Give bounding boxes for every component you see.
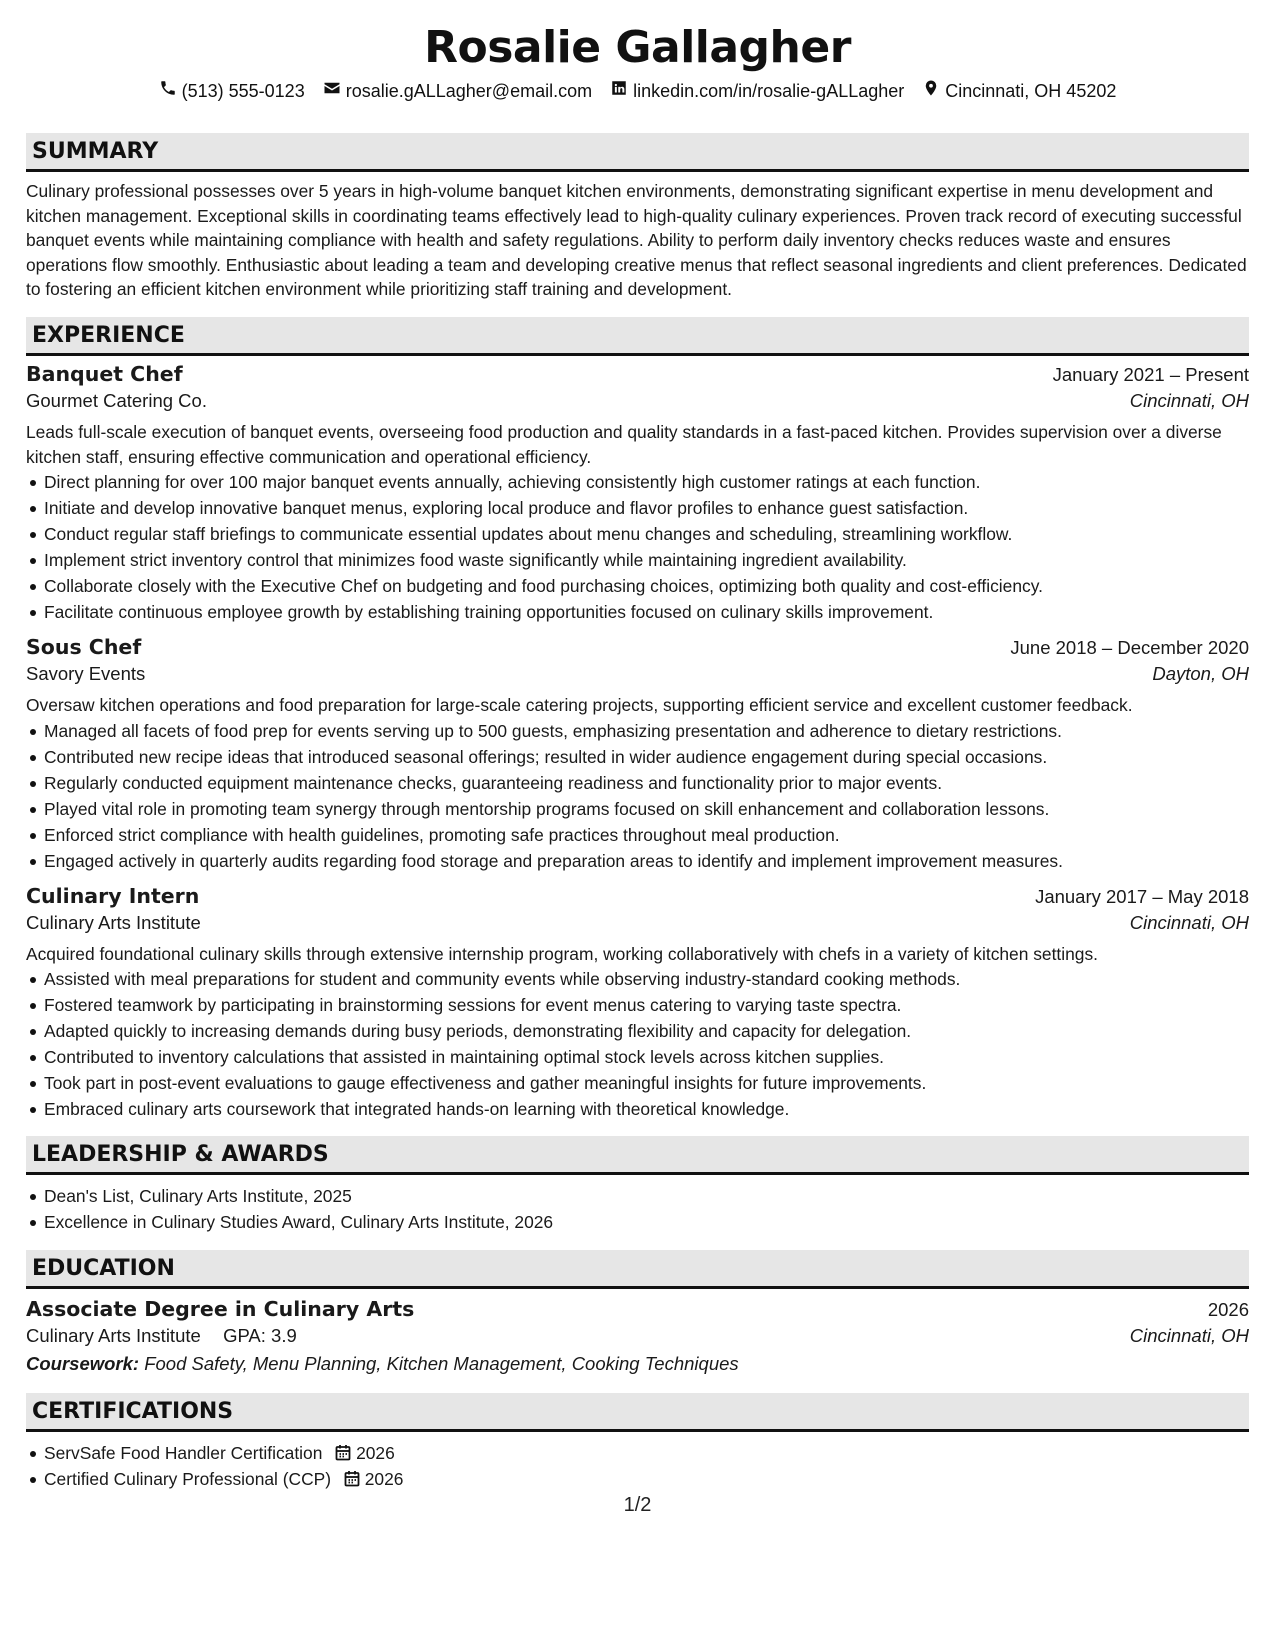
job-subheader [26, 663, 1249, 685]
job-company: Savory Events [26, 663, 146, 685]
job-title: Banquet Chef [26, 361, 183, 386]
certifications-section [26, 1393, 1249, 1492]
graduation-year: 2026 [1207, 1299, 1249, 1321]
education-subheader [26, 1325, 1249, 1347]
section-heading: EDUCATION [26, 1250, 1249, 1289]
job-location: Cincinnati, OH [1129, 911, 1249, 933]
map-pin-icon [922, 78, 940, 104]
job-company: Gourmet Catering Co. [26, 389, 207, 411]
awards-section [26, 1136, 1249, 1235]
job-bullets [26, 469, 1249, 625]
list-item: Took part in post-event evaluations to gauge effectiveness and gather meaningful insights for future improvements. [44, 1070, 1249, 1096]
candidate-name: Rosalie Gallagher [424, 22, 851, 73]
job-entry [26, 884, 1249, 1123]
coursework-line [26, 1353, 1249, 1375]
awards-list [26, 1183, 1249, 1235]
certification-year: 2026 [356, 1443, 395, 1464]
job-description: Acquired foundational culinary skills through extensive internship program, working collaboratively with chefs in a variety of kitchen settings. [26, 943, 1098, 964]
linkedin-icon [610, 78, 628, 104]
certification-name: ServSafe Food Handler Certification [44, 1443, 323, 1464]
school-line [26, 1325, 297, 1347]
school-name: Culinary Arts Institute [26, 1325, 201, 1347]
calendar-icon [335, 1443, 356, 1463]
list-item [44, 1466, 1249, 1492]
job-entry [26, 635, 1249, 874]
job-subheader [26, 912, 1249, 934]
list-item: Conduct regular staff briefings to communicate essential updates about menu changes and scheduling, streamlining workflow. [44, 521, 1249, 547]
section-heading: EXPERIENCE [26, 317, 1249, 356]
list-item: Initiate and develop innovative banquet menus, exploring local produce and flavor profiles to enhance guest satisfaction. [44, 495, 1249, 521]
list-item: Collaborate closely with the Executive Chef on budgeting and food purchasing choices, optimizing both quality and cost-efficiency. [44, 573, 1249, 599]
job-subheader [26, 390, 1249, 412]
calendar-icon [344, 1469, 365, 1489]
summary-section [26, 133, 1249, 302]
contact-location [922, 78, 1116, 104]
job-bullets [26, 966, 1249, 1122]
list-item: Assisted with meal preparations for student and community events while observing industry-standard cooking methods. [44, 966, 1249, 992]
contact-linkedin[interactable] [610, 78, 904, 104]
list-item: Adapted quickly to increasing demands during busy periods, demonstrating flexibility and capacity for delegation. [44, 1018, 1249, 1044]
job-bullets [26, 718, 1249, 874]
page-number: 1/2 [623, 1494, 652, 1516]
job-location: Dayton, OH [1152, 663, 1249, 685]
list-item: Implement strict inventory control that minimizes food waste significantly while maintaining ingredient availability. [44, 547, 1249, 573]
job-header [26, 884, 1249, 908]
list-item: Enforced strict compliance with health guidelines, promoting safe practices throughout meal production. [44, 822, 1249, 848]
phone-icon [159, 78, 177, 104]
job-company: Culinary Arts Institute [26, 911, 201, 933]
list-item: Engaged actively in quarterly audits regarding food storage and preparation areas to identify and implement improvement measures. [44, 848, 1249, 874]
section-heading: CERTIFICATIONS [26, 1393, 1249, 1432]
list-item: Embraced culinary arts coursework that integrated hands-on learning with theoretical knowledge. [44, 1096, 1249, 1122]
envelope-icon [323, 78, 341, 104]
list-item [44, 1440, 1249, 1466]
location-text: Cincinnati, OH 45202 [945, 81, 1117, 101]
list-item: Dean's List, Culinary Arts Institute, 2025 [44, 1183, 1249, 1209]
list-item: Facilitate continuous employee growth by establishing training opportunities focused on culinary skills improvement. [44, 599, 1249, 625]
education-section [26, 1250, 1249, 1375]
email-link[interactable]: rosalie.gALLagher@email.com [345, 81, 593, 101]
list-item: Played vital role in promoting team synergy through mentorship programs focused on skill enhancement and collaboration lessons. [44, 796, 1249, 822]
contact-bar [26, 78, 1249, 104]
job-title: Culinary Intern [26, 883, 200, 908]
job-dates: June 2018 – December 2020 [1010, 637, 1249, 659]
school-location: Cincinnati, OH [1129, 1325, 1249, 1347]
job-header [26, 362, 1249, 386]
certifications-list [26, 1440, 1249, 1492]
job-dates: January 2021 – Present [1052, 363, 1249, 385]
phone-text: (513) 555-0123 [181, 81, 305, 101]
certification-name: Certified Culinary Professional (CCP) [44, 1469, 332, 1490]
education-header [26, 1297, 1249, 1321]
job-header [26, 635, 1249, 659]
section-heading: LEADERSHIP & AWARDS [26, 1136, 1249, 1175]
linkedin-link[interactable]: linkedin.com/in/rosalie-gALLagher [633, 81, 905, 101]
summary-text: Culinary professional possesses over 5 years in high-volume banquet kitchen environments, demonstrating significant expertise in menu development and kitchen management. Exceptional skills in coordinating teams effectively lead to high-quality culinary experiences. Proven track record of executing successful banquet events while maintaining compliance with health and safety regulations. Ability to perform daily inventory checks reduces waste and ensures operations flow smoothly. Enthusiastic about leading a team and developing creative menus that reflect seasonal ingredients and client preferences. Dedicated to fostering an efficient kitchen environment while prioritizing staff training and development. [26, 181, 1247, 300]
list-item: Contributed to inventory calculations that assisted in maintaining optimal stock levels across kitchen supplies. [44, 1044, 1249, 1070]
coursework-text: Food Safety, Menu Planning, Kitchen Management, Cooking Techniques [144, 1353, 739, 1375]
job-description: Oversaw kitchen operations and food preparation for large-scale catering projects, supporting efficient service and excellent customer feedback. [26, 695, 1133, 716]
list-item: Regularly conducted equipment maintenance checks, guaranteeing readiness and functionality prior to major events. [44, 770, 1249, 796]
section-heading: SUMMARY [26, 133, 1249, 172]
experience-section [26, 317, 1249, 1122]
job-dates: January 2017 – May 2018 [1035, 885, 1249, 907]
certification-year: 2026 [364, 1469, 404, 1490]
list-item: Fostered teamwork by participating in brainstorming sessions for event menus catering to varying taste spectra. [44, 992, 1249, 1018]
contact-phone [159, 78, 305, 104]
job-location: Cincinnati, OH [1129, 389, 1249, 411]
job-title: Sous Chef [26, 635, 142, 660]
list-item: Contributed new recipe ideas that introduced seasonal offerings; resulted in wider audience engagement during special occasions. [44, 744, 1249, 770]
coursework-label: Coursework: [26, 1353, 140, 1375]
contact-email[interactable] [323, 78, 592, 104]
resume-page [26, 18, 1249, 1492]
gpa-text: GPA: 3.9 [223, 1325, 297, 1347]
degree-title: Associate Degree in Culinary Arts [26, 1297, 415, 1322]
job-description: Leads full-scale execution of banquet events, overseeing food production and quality standards in a fast-paced kitchen. Provides supervision over a diverse kitchen staff, ensuring effective communication and operational efficiency. [26, 421, 1222, 467]
list-item: Managed all facets of food prep for events serving up to 500 guests, emphasizing presentation and adherence to dietary restrictions. [44, 718, 1249, 744]
job-entry [26, 362, 1249, 625]
list-item: Excellence in Culinary Studies Award, Culinary Arts Institute, 2026 [44, 1209, 1249, 1235]
list-item: Direct planning for over 100 major banquet events annually, achieving consistently high customer ratings at each function. [44, 469, 1249, 495]
